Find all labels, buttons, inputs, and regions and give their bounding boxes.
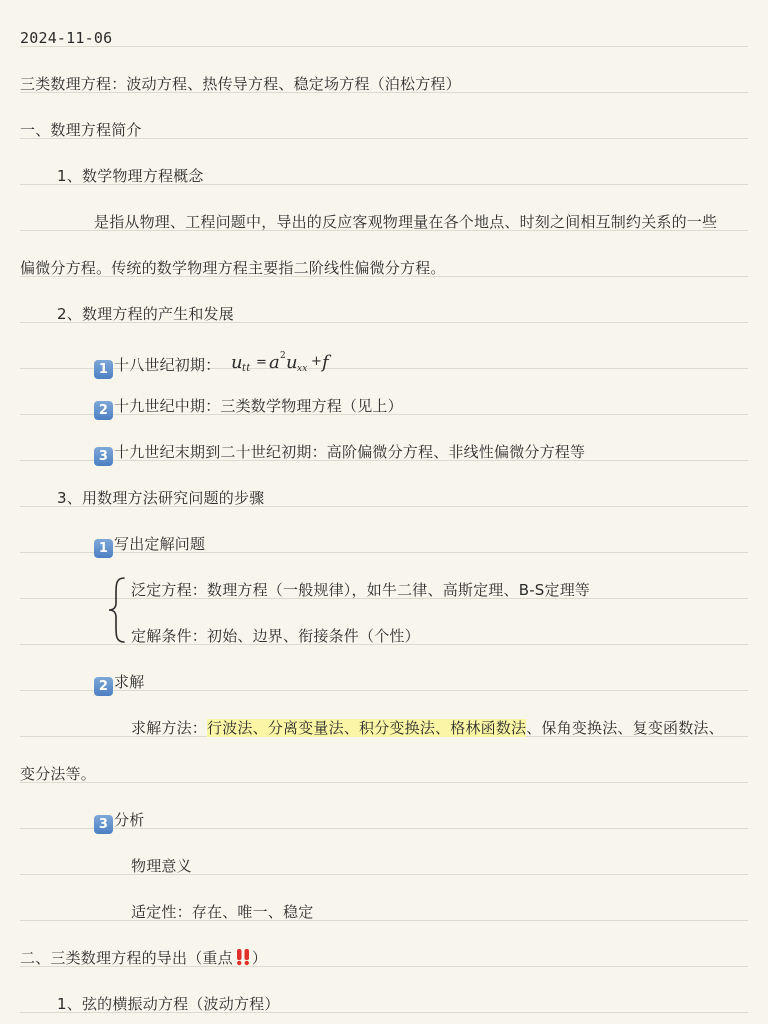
ruled-line bbox=[20, 874, 748, 875]
section-heading-derivation-close: ） bbox=[251, 949, 268, 967]
step-1-label: 写出定解问题 bbox=[114, 535, 206, 553]
svg-text:u: u bbox=[231, 352, 244, 373]
section-heading-intro: 一、数理方程简介 bbox=[20, 121, 142, 139]
item-heading-string-vibration: 1、弦的横振动方程（波动方程） bbox=[57, 995, 280, 1013]
number-badge-2: 2 bbox=[94, 401, 113, 420]
svg-text:tt: tt bbox=[242, 363, 251, 374]
section-heading-derivation-text: 二、三类数理方程的导出（重点 bbox=[20, 949, 233, 967]
step-2 bbox=[94, 670, 144, 694]
note-date: 2024-11-06 bbox=[20, 29, 113, 47]
item-heading-history: 2、数理方程的产生和发展 bbox=[57, 305, 234, 323]
step-3 bbox=[94, 808, 144, 832]
svg-text:+: + bbox=[311, 354, 323, 369]
svg-text:f: f bbox=[322, 352, 330, 373]
analysis-well-posedness: 适定性：存在、唯一、稳定 bbox=[131, 903, 314, 921]
section-heading-derivation bbox=[20, 946, 267, 970]
step-2-label: 求解 bbox=[114, 673, 145, 691]
number-badge-3: 3 bbox=[94, 447, 113, 466]
history-point-1-text: 十八世纪初期： bbox=[114, 356, 221, 374]
ruled-line bbox=[20, 782, 748, 783]
step-3-label: 分析 bbox=[114, 811, 145, 829]
number-badge-1: 1 bbox=[94, 539, 113, 558]
svg-text:a: a bbox=[269, 352, 281, 373]
double-exclamation-icon bbox=[234, 948, 252, 966]
history-point-2 bbox=[94, 394, 403, 418]
svg-text:xx: xx bbox=[297, 364, 308, 374]
svg-text:u: u bbox=[286, 352, 299, 373]
item-heading-steps: 3、用数理方法研究问题的步骤 bbox=[57, 489, 265, 507]
ruled-line bbox=[20, 920, 748, 921]
step-1 bbox=[94, 532, 205, 556]
svg-text:2: 2 bbox=[280, 351, 287, 361]
solution-methods-line1 bbox=[131, 716, 724, 740]
item-heading-concept: 1、数学物理方程概念 bbox=[57, 167, 204, 185]
wave-equation-formula bbox=[231, 348, 341, 374]
svg-text:=: = bbox=[256, 355, 268, 370]
history-point-1 bbox=[94, 348, 341, 377]
number-badge-1: 1 bbox=[94, 360, 113, 379]
concept-paragraph-line1: 是指从物理、工程问题中，导出的反应客观物理量在各个地点、时刻之间相互制约关系的一些 bbox=[94, 213, 718, 231]
concept-paragraph-line2: 偏微分方程。传统的数学物理方程主要指二阶线性偏微分方程。 bbox=[20, 259, 446, 277]
highlighted-methods: 行波法、分离变量法、积分变换法、格林函数法 bbox=[207, 719, 527, 737]
history-point-3 bbox=[94, 440, 585, 464]
solution-methods-line2: 变分法等。 bbox=[20, 765, 97, 783]
solution-methods-rest: 、保角变换法、复变函数法、 bbox=[526, 719, 724, 737]
note-title: 三类数理方程：波动方程、热传导方程、稳定场方程（泊松方程） bbox=[20, 75, 461, 93]
number-badge-2: 2 bbox=[94, 677, 113, 696]
step-1-boundary-conditions: 定解条件：初始、边界、衔接条件（个性） bbox=[131, 627, 420, 645]
curly-brace bbox=[104, 575, 130, 645]
history-point-3-text: 十九世纪末期到二十世纪初期：高阶偏微分方程、非线性偏微分方程等 bbox=[114, 443, 586, 461]
history-point-2-text: 十九世纪中期：三类数学物理方程（见上） bbox=[114, 397, 403, 415]
step-1-governing-equation: 泛定方程：数理方程（一般规律），如牛二律、高斯定理、B-S定理等 bbox=[131, 581, 591, 599]
solution-methods-prefix: 求解方法： bbox=[131, 719, 208, 737]
ruled-line bbox=[20, 46, 748, 47]
number-badge-3: 3 bbox=[94, 815, 113, 834]
analysis-physical-meaning: 物理意义 bbox=[131, 857, 192, 875]
